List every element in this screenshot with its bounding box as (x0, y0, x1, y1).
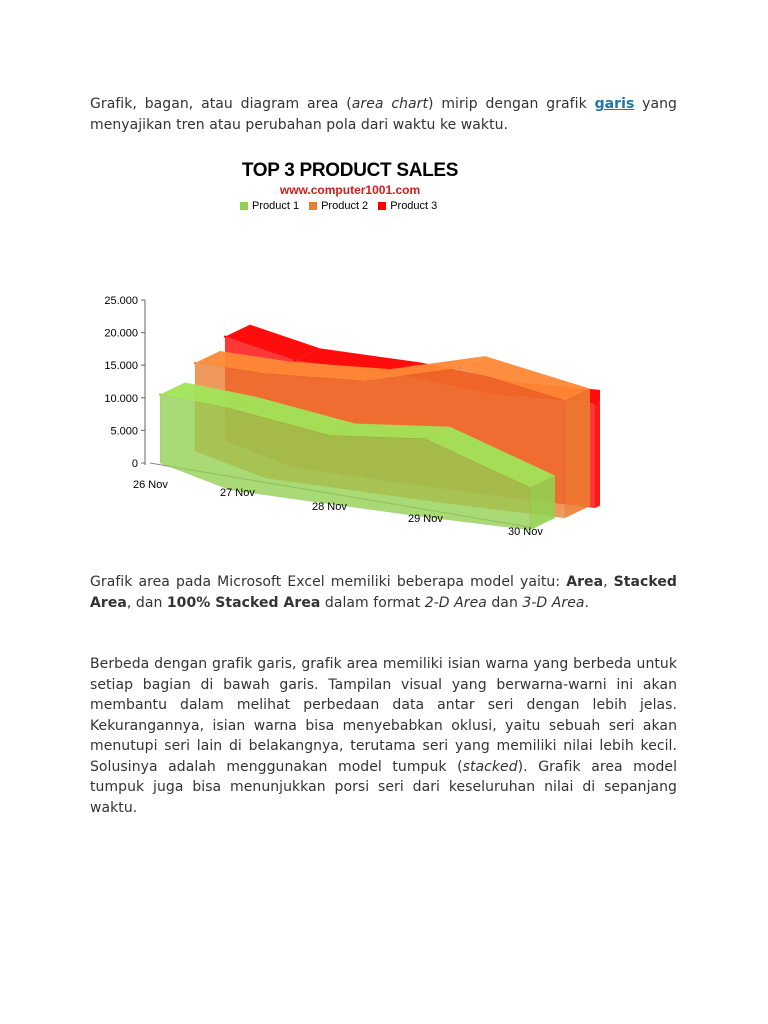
models-paragraph (90, 572, 677, 613)
series-point (294, 359, 296, 361)
model-100-stacked-area: 100% Stacked Area (166, 594, 321, 611)
legend-swatch (378, 202, 386, 210)
series-point (459, 367, 461, 369)
series-side-face (565, 389, 590, 518)
chart-subtitle: www.computer1001.com (279, 183, 421, 197)
term-stacked: stacked (462, 758, 518, 775)
y-tick-label: 10.000 (104, 392, 138, 405)
intro-text-3: yang menyajikan tren atau perubahan pola dari waktu ke waktu. (90, 96, 677, 133)
chart-legend (240, 200, 470, 212)
x-tick-label: 28 Nov (312, 501, 347, 513)
series-point (564, 399, 566, 401)
y-tick-label: 15.000 (104, 360, 138, 373)
series-point (264, 372, 266, 374)
legend-swatch (309, 202, 317, 210)
models-text-2: , (603, 574, 614, 590)
series-point (594, 402, 596, 404)
format-2d-area: 2-D Area (424, 594, 487, 611)
series-point (364, 380, 366, 382)
x-tick-label: 30 Nov (508, 526, 543, 538)
intro-text-2: ) mirip dengan grafik (428, 96, 595, 112)
format-3d-area: 3-D Area (522, 594, 585, 611)
series-point (529, 486, 531, 488)
model-stacked-area: Stacked Area (90, 574, 677, 611)
series-point (194, 362, 196, 364)
models-text-5: dan (486, 594, 523, 611)
series-point (229, 407, 231, 409)
x-tick-label: 27 Nov (220, 487, 255, 499)
legend-item (240, 200, 299, 212)
y-tick-label: 0 (131, 458, 138, 470)
explanation-paragraph (90, 654, 677, 818)
y-tick-label: 5.000 (110, 425, 138, 438)
model-area: Area (566, 574, 604, 590)
x-tick-label: 29 Nov (408, 513, 443, 525)
intro-paragraph (90, 94, 677, 135)
area-chart (90, 150, 600, 550)
chart-title: TOP 3 PRODUCT SALES (241, 160, 459, 181)
x-tick-label: 26 Nov (133, 479, 168, 491)
series-point (424, 438, 426, 440)
legend-label: Product 1 (252, 200, 300, 212)
series-point (224, 335, 226, 337)
y-tick-label: 20.000 (104, 327, 138, 340)
intro-text-1: Grafik, bagan, atau diagram area ( (90, 96, 352, 112)
series-point (329, 434, 331, 436)
models-text-6: . (584, 594, 590, 611)
models-text-3: , dan (126, 594, 167, 611)
y-tick-label: 25.000 (104, 295, 138, 307)
intro-term-area-chart: area chart (351, 96, 428, 112)
legend-item (378, 200, 437, 212)
series-side-face (595, 392, 600, 508)
models-text-4: dalam format (320, 594, 425, 611)
garis-link[interactable]: garis (594, 96, 635, 112)
legend-swatch (240, 202, 248, 210)
legend-label: Product 3 (390, 200, 438, 212)
legend-item (309, 200, 368, 212)
explanation-text-2: ). Grafik area model tumpuk juga bisa menunjukkan porsi seri dari keseluruhan nilai di sepanjang waktu. (90, 758, 678, 816)
models-text-1: Grafik area pada Microsoft Excel memiliki beberapa model yaitu: (90, 574, 567, 590)
explanation-text-1: Berbeda dengan grafik garis, grafik area memiliki isian warna yang berbeda untuk setiap bagian di bawah garis. Tampilan visual yang berwarna-warni ini akan membantu dalam melihat perbedaan data antar seri dengan lebih jelas. Kekurangannya, isian warna bisa menyebabkan oklusi, yaitu sebuah seri akan menutupi seri lain di belakangnya, terutama seri yang memiliki nilai lebih kecil. Solusinya adalah menggunakan model tumpuk ( (90, 656, 677, 775)
series-point (159, 393, 161, 395)
legend-label: Product 2 (321, 200, 369, 212)
